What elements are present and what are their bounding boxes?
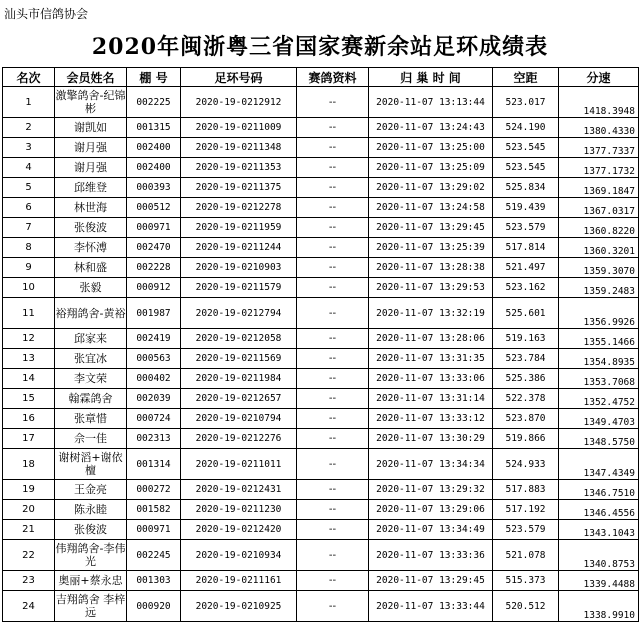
- cell-pigeon-info: --: [297, 500, 369, 520]
- table-row: [3, 178, 639, 198]
- cell-member-name: 激擎鸽舍-纪锦彬: [55, 87, 127, 118]
- cell-member-name: 裕翔鸽舍-黄裕: [55, 298, 127, 329]
- cell-ring-number: 2020-19-0211569: [181, 349, 297, 369]
- cell-ring-number: 2020-19-0211353: [181, 158, 297, 178]
- cell-rank: 23: [3, 571, 55, 591]
- cell-ring-number: 2020-19-0212657: [181, 389, 297, 409]
- cell-arrival-time: 2020-11-07 13:29:06: [369, 500, 493, 520]
- table-body: [3, 87, 639, 622]
- cell-loft-number: 000512: [127, 198, 181, 218]
- cell-member-name: 张宜冰: [55, 349, 127, 369]
- cell-speed: 1346.4556: [559, 500, 639, 520]
- cell-member-name: 陈永睦: [55, 500, 127, 520]
- cell-loft-number: 001582: [127, 500, 181, 520]
- cell-pigeon-info: --: [297, 218, 369, 238]
- cell-rank: 16: [3, 409, 55, 429]
- cell-pigeon-info: --: [297, 178, 369, 198]
- table-row: [3, 540, 639, 571]
- cell-ring-number: 2020-19-0210794: [181, 409, 297, 429]
- cell-distance: 524.190: [493, 118, 559, 138]
- cell-loft-number: 002245: [127, 540, 181, 571]
- cell-loft-number: 000393: [127, 178, 181, 198]
- table-row: [3, 409, 639, 429]
- cell-ring-number: 2020-19-0211984: [181, 369, 297, 389]
- cell-arrival-time: 2020-11-07 13:29:45: [369, 218, 493, 238]
- cell-pigeon-info: --: [297, 238, 369, 258]
- cell-speed: 1359.3070: [559, 258, 639, 278]
- table-row: [3, 258, 639, 278]
- table-header-row: [3, 68, 639, 87]
- cell-rank: 4: [3, 158, 55, 178]
- cell-member-name: 翰霖鸽舍: [55, 389, 127, 409]
- cell-pigeon-info: --: [297, 329, 369, 349]
- cell-speed: 1360.8220: [559, 218, 639, 238]
- cell-rank: 11: [3, 298, 55, 329]
- cell-loft-number: 000971: [127, 218, 181, 238]
- header-ring-number: 足环号码: [181, 68, 297, 87]
- cell-member-name: 谢月强: [55, 138, 127, 158]
- cell-ring-number: 2020-19-0211375: [181, 178, 297, 198]
- cell-pigeon-info: --: [297, 429, 369, 449]
- cell-member-name: 伟翔鸽舍-李伟光: [55, 540, 127, 571]
- cell-arrival-time: 2020-11-07 13:13:44: [369, 87, 493, 118]
- cell-speed: 1418.3948: [559, 87, 639, 118]
- cell-ring-number: 2020-19-0211009: [181, 118, 297, 138]
- cell-speed: 1348.5750: [559, 429, 639, 449]
- cell-ring-number: 2020-19-0211579: [181, 278, 297, 298]
- cell-rank: 22: [3, 540, 55, 571]
- cell-pigeon-info: --: [297, 520, 369, 540]
- cell-distance: 517.192: [493, 500, 559, 520]
- cell-arrival-time: 2020-11-07 13:29:32: [369, 480, 493, 500]
- cell-pigeon-info: --: [297, 409, 369, 429]
- cell-pigeon-info: --: [297, 571, 369, 591]
- table-row: [3, 298, 639, 329]
- cell-pigeon-info: --: [297, 369, 369, 389]
- cell-loft-number: 000272: [127, 480, 181, 500]
- cell-distance: 521.078: [493, 540, 559, 571]
- cell-speed: 1354.8935: [559, 349, 639, 369]
- cell-member-name: 邱家来: [55, 329, 127, 349]
- table-row: [3, 571, 639, 591]
- cell-speed: 1349.4703: [559, 409, 639, 429]
- cell-rank: 14: [3, 369, 55, 389]
- header-pigeon-info: 赛鸽资料: [297, 68, 369, 87]
- cell-rank: 5: [3, 178, 55, 198]
- cell-arrival-time: 2020-11-07 13:25:00: [369, 138, 493, 158]
- cell-loft-number: 000920: [127, 591, 181, 622]
- cell-ring-number: 2020-19-0210925: [181, 591, 297, 622]
- table-row: [3, 500, 639, 520]
- cell-speed: 1356.9926: [559, 298, 639, 329]
- cell-member-name: 李文荣: [55, 369, 127, 389]
- cell-speed: 1360.3201: [559, 238, 639, 258]
- cell-distance: 519.439: [493, 198, 559, 218]
- table-row: [3, 480, 639, 500]
- cell-ring-number: 2020-19-0211161: [181, 571, 297, 591]
- cell-distance: 521.497: [493, 258, 559, 278]
- table-row: [3, 278, 639, 298]
- cell-distance: 517.883: [493, 480, 559, 500]
- cell-member-name: 李怀溥: [55, 238, 127, 258]
- cell-member-name: 谢树滔+谢依檀: [55, 449, 127, 480]
- cell-arrival-time: 2020-11-07 13:25:09: [369, 158, 493, 178]
- cell-member-name: 张俊波: [55, 218, 127, 238]
- cell-speed: 1369.1847: [559, 178, 639, 198]
- cell-speed: 1359.2483: [559, 278, 639, 298]
- cell-speed: 1347.4349: [559, 449, 639, 480]
- cell-distance: 523.579: [493, 218, 559, 238]
- cell-rank: 1: [3, 87, 55, 118]
- cell-speed: 1343.1043: [559, 520, 639, 540]
- cell-arrival-time: 2020-11-07 13:31:35: [369, 349, 493, 369]
- cell-arrival-time: 2020-11-07 13:33:36: [369, 540, 493, 571]
- cell-pigeon-info: --: [297, 198, 369, 218]
- cell-loft-number: 000724: [127, 409, 181, 429]
- cell-arrival-time: 2020-11-07 13:29:45: [369, 571, 493, 591]
- header-distance: 空距: [493, 68, 559, 87]
- cell-arrival-time: 2020-11-07 13:28:38: [369, 258, 493, 278]
- cell-speed: 1377.1732: [559, 158, 639, 178]
- cell-arrival-time: 2020-11-07 13:33:06: [369, 369, 493, 389]
- table-row: [3, 138, 639, 158]
- cell-distance: 523.545: [493, 138, 559, 158]
- cell-pigeon-info: --: [297, 349, 369, 369]
- cell-member-name: 王金亮: [55, 480, 127, 500]
- cell-pigeon-info: --: [297, 298, 369, 329]
- cell-member-name: 林和盛: [55, 258, 127, 278]
- cell-pigeon-info: --: [297, 540, 369, 571]
- cell-distance: 523.017: [493, 87, 559, 118]
- cell-rank: 9: [3, 258, 55, 278]
- table-row: [3, 87, 639, 118]
- cell-ring-number: 2020-19-0211230: [181, 500, 297, 520]
- cell-distance: 523.162: [493, 278, 559, 298]
- cell-rank: 12: [3, 329, 55, 349]
- cell-pigeon-info: --: [297, 591, 369, 622]
- table-row: [3, 591, 639, 622]
- cell-distance: 525.601: [493, 298, 559, 329]
- cell-distance: 519.866: [493, 429, 559, 449]
- cell-speed: 1338.9910: [559, 591, 639, 622]
- cell-member-name: 邱维登: [55, 178, 127, 198]
- table-row: [3, 158, 639, 178]
- organization-name: 汕头市信鸽协会: [4, 7, 89, 21]
- header-member-name: 会员姓名: [55, 68, 127, 87]
- cell-distance: 523.579: [493, 520, 559, 540]
- cell-rank: 20: [3, 500, 55, 520]
- cell-rank: 21: [3, 520, 55, 540]
- cell-member-name: 奥丽+蔡永忠: [55, 571, 127, 591]
- cell-loft-number: 002470: [127, 238, 181, 258]
- cell-speed: 1340.8753: [559, 540, 639, 571]
- table-row: [3, 389, 639, 409]
- table-row: [3, 218, 639, 238]
- cell-pigeon-info: --: [297, 158, 369, 178]
- header-rank: 名次: [3, 68, 55, 87]
- cell-loft-number: 000912: [127, 278, 181, 298]
- cell-ring-number: 2020-19-0211244: [181, 238, 297, 258]
- cell-pigeon-info: --: [297, 449, 369, 480]
- cell-distance: 523.870: [493, 409, 559, 429]
- cell-loft-number: 001303: [127, 571, 181, 591]
- cell-distance: 525.834: [493, 178, 559, 198]
- cell-arrival-time: 2020-11-07 13:32:19: [369, 298, 493, 329]
- cell-loft-number: 002228: [127, 258, 181, 278]
- cell-pigeon-info: --: [297, 258, 369, 278]
- cell-ring-number: 2020-19-0212912: [181, 87, 297, 118]
- cell-rank: 7: [3, 218, 55, 238]
- page-title: 2020年闽浙粤三省国家赛新余站足环成绩表: [91, 34, 549, 60]
- cell-distance: 517.814: [493, 238, 559, 258]
- cell-rank: 6: [3, 198, 55, 218]
- table-row: [3, 520, 639, 540]
- cell-distance: 525.386: [493, 369, 559, 389]
- cell-pigeon-info: --: [297, 278, 369, 298]
- cell-arrival-time: 2020-11-07 13:29:02: [369, 178, 493, 198]
- cell-member-name: 张俊波: [55, 520, 127, 540]
- table-row: [3, 429, 639, 449]
- cell-rank: 15: [3, 389, 55, 409]
- cell-rank: 10: [3, 278, 55, 298]
- cell-arrival-time: 2020-11-07 13:31:14: [369, 389, 493, 409]
- cell-speed: 1339.4488: [559, 571, 639, 591]
- cell-speed: 1380.4330: [559, 118, 639, 138]
- cell-pigeon-info: --: [297, 87, 369, 118]
- cell-distance: 524.933: [493, 449, 559, 480]
- cell-arrival-time: 2020-11-07 13:34:34: [369, 449, 493, 480]
- cell-speed: 1353.7068: [559, 369, 639, 389]
- table-row: [3, 349, 639, 369]
- cell-arrival-time: 2020-11-07 13:24:58: [369, 198, 493, 218]
- cell-ring-number: 2020-19-0212431: [181, 480, 297, 500]
- cell-ring-number: 2020-19-0211959: [181, 218, 297, 238]
- cell-speed: 1367.0317: [559, 198, 639, 218]
- cell-arrival-time: 2020-11-07 13:34:49: [369, 520, 493, 540]
- cell-loft-number: 001314: [127, 449, 181, 480]
- cell-loft-number: 000402: [127, 369, 181, 389]
- cell-distance: 520.512: [493, 591, 559, 622]
- cell-loft-number: 002400: [127, 138, 181, 158]
- cell-rank: 3: [3, 138, 55, 158]
- cell-pigeon-info: --: [297, 118, 369, 138]
- cell-distance: 523.545: [493, 158, 559, 178]
- cell-arrival-time: 2020-11-07 13:25:39: [369, 238, 493, 258]
- header-arrival-time: 归 巢 时 间: [369, 68, 493, 87]
- cell-rank: 8: [3, 238, 55, 258]
- cell-loft-number: 002313: [127, 429, 181, 449]
- cell-speed: 1377.7337: [559, 138, 639, 158]
- cell-loft-number: 002225: [127, 87, 181, 118]
- cell-member-name: 佘一佳: [55, 429, 127, 449]
- header-speed: 分速: [559, 68, 639, 87]
- table-row: [3, 198, 639, 218]
- cell-pigeon-info: --: [297, 480, 369, 500]
- cell-rank: 17: [3, 429, 55, 449]
- cell-pigeon-info: --: [297, 138, 369, 158]
- cell-speed: 1346.7510: [559, 480, 639, 500]
- cell-loft-number: 000971: [127, 520, 181, 540]
- cell-ring-number: 2020-19-0212420: [181, 520, 297, 540]
- cell-rank: 24: [3, 591, 55, 622]
- cell-rank: 19: [3, 480, 55, 500]
- cell-ring-number: 2020-19-0212794: [181, 298, 297, 329]
- cell-arrival-time: 2020-11-07 13:33:12: [369, 409, 493, 429]
- cell-distance: 515.373: [493, 571, 559, 591]
- cell-ring-number: 2020-19-0210903: [181, 258, 297, 278]
- table-row: [3, 238, 639, 258]
- cell-ring-number: 2020-19-0211011: [181, 449, 297, 480]
- cell-distance: 522.378: [493, 389, 559, 409]
- cell-ring-number: 2020-19-0211348: [181, 138, 297, 158]
- cell-member-name: 谢凯如: [55, 118, 127, 138]
- cell-ring-number: 2020-19-0212278: [181, 198, 297, 218]
- cell-loft-number: 002039: [127, 389, 181, 409]
- cell-ring-number: 2020-19-0210934: [181, 540, 297, 571]
- cell-arrival-time: 2020-11-07 13:24:43: [369, 118, 493, 138]
- header-loft-number: 棚 号: [127, 68, 181, 87]
- table-row: [3, 449, 639, 480]
- cell-rank: 18: [3, 449, 55, 480]
- cell-loft-number: 002400: [127, 158, 181, 178]
- cell-member-name: 林世海: [55, 198, 127, 218]
- cell-member-name: 张章惜: [55, 409, 127, 429]
- cell-member-name: 吉翔鸽舍 李梓远: [55, 591, 127, 622]
- cell-arrival-time: 2020-11-07 13:33:44: [369, 591, 493, 622]
- cell-ring-number: 2020-19-0212058: [181, 329, 297, 349]
- table-row: [3, 369, 639, 389]
- cell-distance: 519.163: [493, 329, 559, 349]
- cell-loft-number: 002419: [127, 329, 181, 349]
- cell-loft-number: 001987: [127, 298, 181, 329]
- results-table: [2, 67, 639, 622]
- cell-member-name: 谢月强: [55, 158, 127, 178]
- cell-arrival-time: 2020-11-07 13:30:29: [369, 429, 493, 449]
- cell-speed: 1352.4752: [559, 389, 639, 409]
- cell-arrival-time: 2020-11-07 13:29:53: [369, 278, 493, 298]
- cell-ring-number: 2020-19-0212276: [181, 429, 297, 449]
- table-row: [3, 329, 639, 349]
- cell-pigeon-info: --: [297, 389, 369, 409]
- cell-speed: 1355.1466: [559, 329, 639, 349]
- cell-distance: 523.784: [493, 349, 559, 369]
- table-row: [3, 118, 639, 138]
- cell-loft-number: 001315: [127, 118, 181, 138]
- cell-arrival-time: 2020-11-07 13:28:06: [369, 329, 493, 349]
- cell-rank: 13: [3, 349, 55, 369]
- cell-member-name: 张毅: [55, 278, 127, 298]
- cell-loft-number: 000563: [127, 349, 181, 369]
- cell-rank: 2: [3, 118, 55, 138]
